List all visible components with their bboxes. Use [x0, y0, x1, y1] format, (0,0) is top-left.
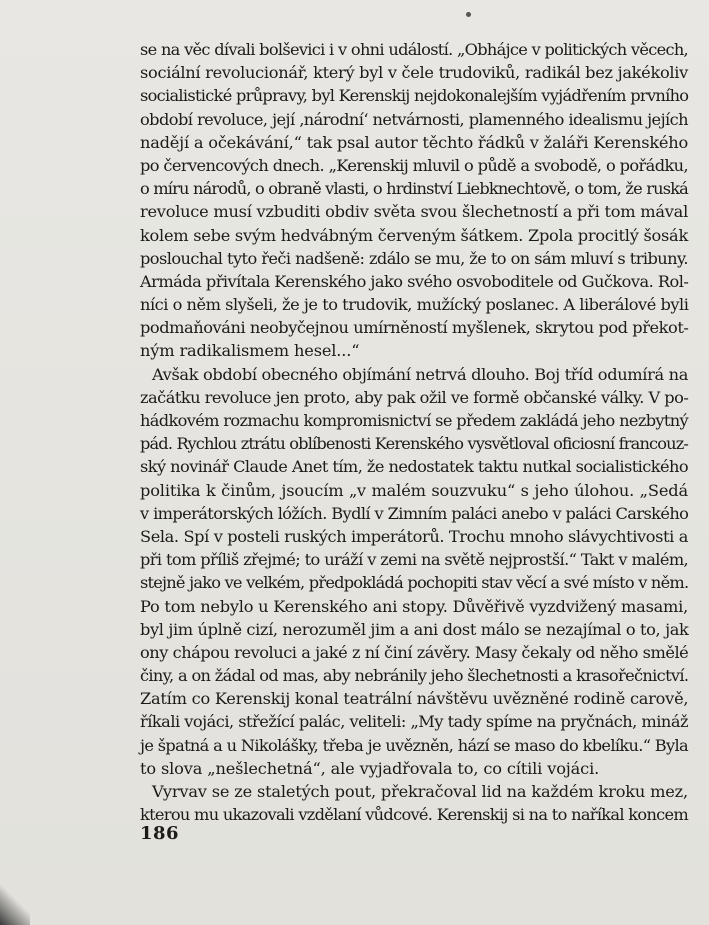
text-line: po červencových dnech. „Kerenskij mluvil o půdě a svobodě, o pořádku,	[140, 155, 688, 175]
text-line: pád. Rychlou ztrátu oblíbenosti Kerenského vysvětloval oficiosní francouz-	[140, 434, 688, 454]
text-line: je špatná a u Nikolášky, třeba je uvězněn, hází se maso do kbelíku.“ Byla	[140, 735, 688, 755]
text-line: kolem sebe svým hedvábným červeným šátkem. Zpola procitlý šosák	[140, 225, 688, 245]
text-line: ony chápou revoluci a jaké z ní činí závěry. Masy čekaly od něho smělé	[140, 642, 689, 662]
text-line: při tom příliš zřejmé; to uráží v zemi na světě nejprostší.“ Takt v malém,	[140, 550, 689, 570]
text-line: byl jim úplně cizí, nerozuměl jim a ani dost málo se nezajímal o to, jak	[140, 619, 689, 639]
text-line: se na věc dívali bolševici i v ohni událostí. „Obhájce v politických věcech,	[140, 40, 688, 59]
text-line: o míru národů, o obraně vlasti, o hrdinství Liebknechtově, o tom, že ruská	[140, 179, 688, 199]
text-line: Vyrvav se ze staletých pout, překračoval lid na každém kroku mez,	[152, 782, 688, 801]
text-line: nadějí a očekávání,“ tak psal autor těchto řádků v žaláři Kerenského	[140, 132, 689, 152]
text-line: v imperátorských lóžích. Bydlí v Zimním paláci anebo v paláci Carského	[140, 503, 689, 523]
text-line: Avšak období obecného objímání netrvá dlouho. Boj tříd odumírá na	[152, 364, 688, 384]
text-line: socialistické průpravy, byl Kerenskij nejdokonalejším vyjádřením prvního	[140, 86, 689, 106]
page-number: 186	[140, 823, 180, 844]
text-line: ným radikalismem hesel...“	[140, 341, 360, 361]
body-text	[140, 38, 688, 826]
text-line: to slova „nešlechetná“, ale vyjadřovala to, co cítili vojáci.	[140, 758, 600, 778]
text-line: říkali vojáci, střežící palác, veliteli: „My tady spíme na pryčnách, mináž	[140, 712, 688, 732]
text-line: stejně jako ve velkém, předpokládá pochopiti stav věcí a své místo v něm.	[140, 573, 689, 593]
text-line: sociální revolucionář, který byl v čele trudoviků, radikál bez jakékoliv	[140, 63, 688, 83]
text-line: činy, a on žádal od mas, aby nebránily jeho šlechetnosti a krasořečnictví.	[140, 666, 689, 686]
text-line: období revoluce, její ‚národní‘ netvárnosti, plamenného idealismu jejích	[140, 109, 688, 129]
text-line: kterou mu ukazovali vzdělaní vůdcové. Kerenskij si na to naříkal koncem	[140, 805, 689, 825]
text-line: hádkovém rozmachu kompromisnictví se předem zakládá jeho nezbytný	[140, 411, 688, 430]
text-line: ský novinář Claude Anet tím, že nedostatek taktu nutkal socialistického	[140, 457, 688, 477]
text-line: revoluce musí vzbuditi obdiv světa svou šlechetností a při tom mával	[140, 202, 688, 222]
text-line: Armáda přivítala Kerenského jako svého osvoboditele od Gučkova. Rol-	[140, 271, 689, 291]
text-line: Zatím co Kerenskij konal teatrální návštěvu uvězněné rodině carově,	[140, 689, 689, 709]
paper-speck	[466, 12, 471, 17]
text-line: politika k činům, jsoucím „v malém souzvuku“ s jeho úlohou. „Sedá	[140, 480, 688, 500]
text-line: Sela. Spí v posteli ruských imperátorů. Trochu mnoho slávychtivosti a	[140, 526, 688, 546]
text-line: začátku revoluce jen proto, aby pak ožil ve formě občanské války. V po-	[140, 387, 689, 407]
text-line: níci o něm slyšeli, že je to trudovik, mužícký poslanec. A liberálové byli	[140, 295, 689, 315]
page-corner-shadow	[0, 885, 30, 925]
text-line: Po tom nebylo u Kerenského ani stopy. Důvěřivě vyzdvižený masami,	[140, 596, 688, 616]
text-line: poslouchal tyto řeči nadšeně: zdálo se mu, že to on sám mluví s tribuny.	[140, 248, 688, 268]
text-line: podmaňováni neobyčejnou umírněností myšlenek, skrytou pod překot-	[140, 318, 689, 338]
